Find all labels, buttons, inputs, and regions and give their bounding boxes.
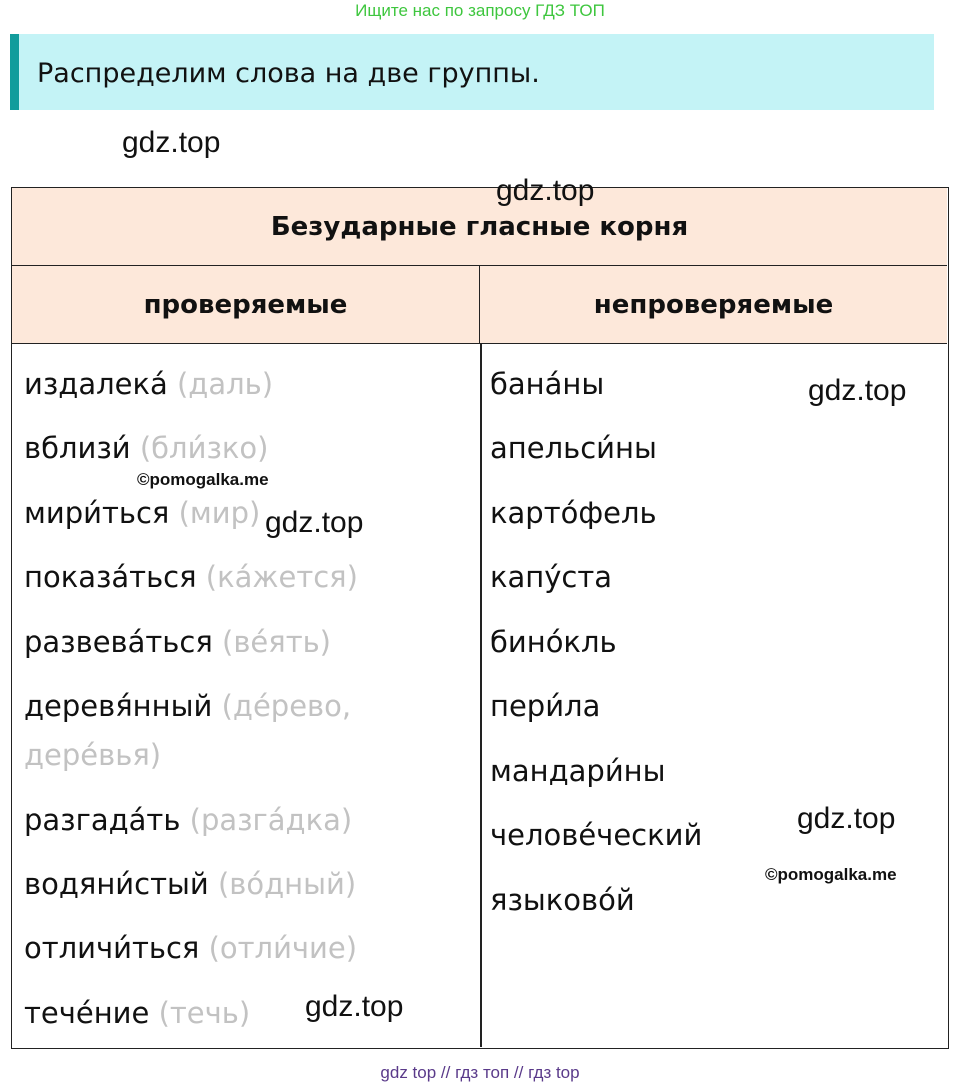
watermark-gdz: gdz.top: [305, 990, 404, 1023]
check-word: (ве́ять): [222, 625, 331, 659]
word: развева́ться: [24, 625, 213, 659]
watermark-pomogalka: ©pomogalka.me: [765, 865, 897, 884]
word: издалека́: [24, 367, 168, 401]
word-row: капу́ста: [490, 560, 613, 594]
check-word: (мир): [178, 496, 261, 530]
column-divider: [480, 344, 482, 1047]
word-row: [24, 689, 352, 723]
word: разгада́ть: [24, 803, 181, 837]
word: отличи́ться: [24, 931, 200, 965]
watermark-gdz: gdz.top: [496, 174, 595, 207]
check-word: (разга́дка): [189, 803, 353, 837]
word: мири́ться: [24, 496, 170, 530]
check-word: дере́вья): [24, 738, 162, 772]
footer: gdz top // гдз топ // гдз top: [380, 1063, 580, 1082]
word-row: языково́й: [490, 883, 635, 917]
word-row: [24, 996, 251, 1030]
word-row: карто́фель: [490, 496, 657, 530]
table-title: Безударные гласные корня: [12, 188, 947, 266]
words-table: [11, 187, 949, 1049]
top-banner: Ищите нас по запросу ГДЗ ТОП: [355, 1, 605, 20]
watermark-gdz: gdz.top: [808, 374, 907, 407]
word-row: [24, 431, 269, 465]
word-row: [24, 560, 358, 594]
word-row: пери́ла: [490, 689, 601, 723]
word: вблизи́: [24, 431, 131, 465]
word-row: мандари́ны: [490, 754, 666, 788]
word-row: [24, 367, 274, 401]
word-row: [24, 803, 353, 837]
word-row: челове́ческий: [490, 818, 703, 852]
word: тече́ние: [24, 996, 150, 1030]
column-header-uncheckable: непроверяемые: [480, 266, 947, 344]
word-row: [24, 625, 331, 659]
watermark-pomogalka: ©pomogalka.me: [137, 470, 269, 489]
word-row: апельси́ны: [490, 431, 657, 465]
watermark-gdz: gdz.top: [265, 506, 364, 539]
check-word: (де́рево,: [221, 689, 352, 723]
check-word: (течь): [158, 996, 251, 1030]
word: водяни́стый: [24, 867, 209, 901]
word-row: бана́ны: [490, 367, 605, 401]
word-row: [24, 867, 357, 901]
word-row: бино́кль: [490, 625, 617, 659]
check-word: (бли́зко): [139, 431, 269, 465]
word: показа́ться: [24, 560, 197, 594]
word-row-continuation: [24, 738, 162, 772]
check-word: (ка́жется): [205, 560, 358, 594]
column-header-checkable: проверяемые: [12, 266, 480, 344]
watermark-gdz: gdz.top: [797, 802, 896, 835]
task-box: [10, 34, 934, 110]
word-row: [24, 931, 358, 965]
word: деревя́нный: [24, 689, 213, 723]
check-word: (во́дный): [217, 867, 357, 901]
word-row: [24, 496, 261, 530]
watermark-gdz: gdz.top: [122, 126, 221, 159]
check-word: (даль): [176, 367, 274, 401]
task-text: Распределим слова на две группы.: [37, 58, 540, 89]
check-word: (отли́чие): [208, 931, 358, 965]
